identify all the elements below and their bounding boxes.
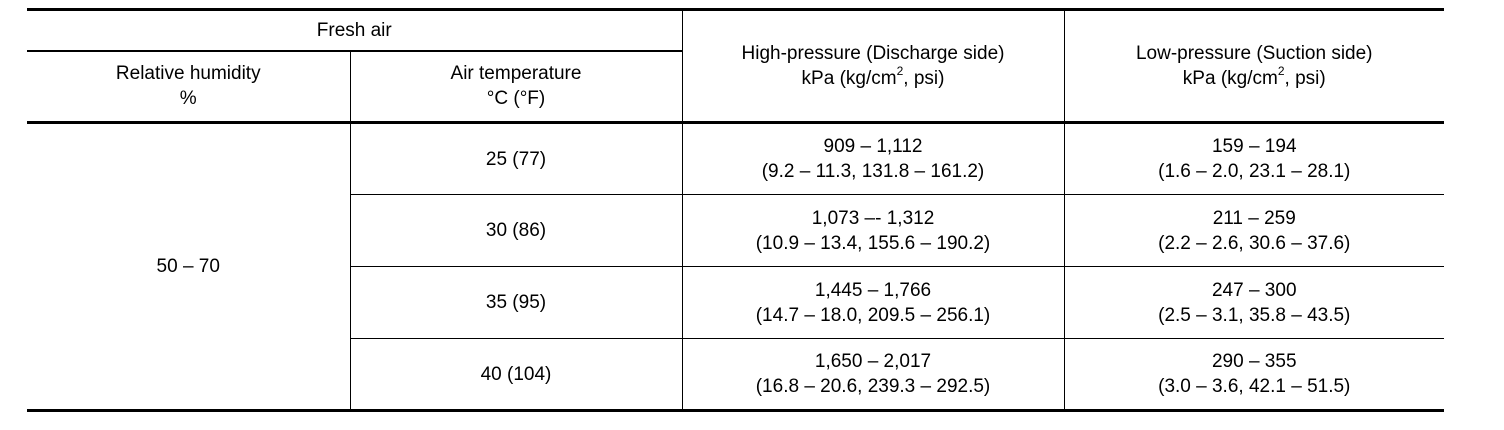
high-pressure-header — [682, 10, 1064, 123]
temp-cell: 30 (86) — [350, 195, 682, 267]
air-temperature-unit: °C (°F) — [486, 88, 546, 110]
low-pressure-title: Low-pressure (Suction side) — [1135, 43, 1373, 64]
air-temperature-header — [350, 51, 682, 123]
low-pressure-cell: 159 – 194 (1.6 – 2.0, 23.1 – 28.1) — [1064, 123, 1444, 195]
low-pressure-cell: 290 – 355 (3.0 – 3.6, 42.1 – 51.5) — [1064, 339, 1444, 411]
high-pressure-title: High-pressure (Discharge side) — [741, 43, 1005, 64]
air-temperature-label: Air temperature — [450, 63, 582, 85]
pressure-spec-table — [27, 8, 1444, 412]
low-pressure-unit: kPa ($kg/cm^2$, psi) — [1182, 63, 1326, 89]
high-pressure-cell: 1,073 –- 1,312 (10.9 – 13.4, 155.6 – 190.2) — [682, 195, 1064, 267]
relative-humidity-label: Relative humidity — [115, 63, 261, 85]
pressure-table-container — [27, 8, 1444, 412]
high-pressure-cell: 1,445 – 1,766 (14.7 – 18.0, 209.5 – 256.1) — [682, 267, 1064, 339]
humidity-cell — [27, 123, 350, 411]
low-pressure-header — [1064, 10, 1444, 123]
low-pressure-cell: 211 – 259 (2.2 – 2.6, 30.6 – 37.6) — [1064, 195, 1444, 267]
temp-cell: 25 (77) — [350, 123, 682, 195]
humidity-value: 50 – 70 — [156, 256, 220, 277]
high-pressure-unit: kPa ($kg/cm^2$, psi) — [801, 63, 945, 89]
fresh-air-label: Fresh air — [316, 19, 392, 41]
temp-cell: 40 (104) — [350, 339, 682, 411]
high-pressure-cell: 1,650 – 2,017 (16.8 – 20.6, 239.3 – 292.5) — [682, 339, 1064, 411]
high-pressure-cell: 909 – 1,112 (9.2 – 11.3, 131.8 – 161.2) — [682, 123, 1064, 195]
temp-cell: 35 (95) — [350, 267, 682, 339]
low-pressure-cell: 247 – 300 (2.5 – 3.1, 35.8 – 43.5) — [1064, 267, 1444, 339]
relative-humidity-unit: % — [179, 88, 197, 110]
table-row — [27, 123, 1444, 195]
fresh-air-header — [27, 10, 682, 51]
relative-humidity-header — [27, 51, 350, 123]
